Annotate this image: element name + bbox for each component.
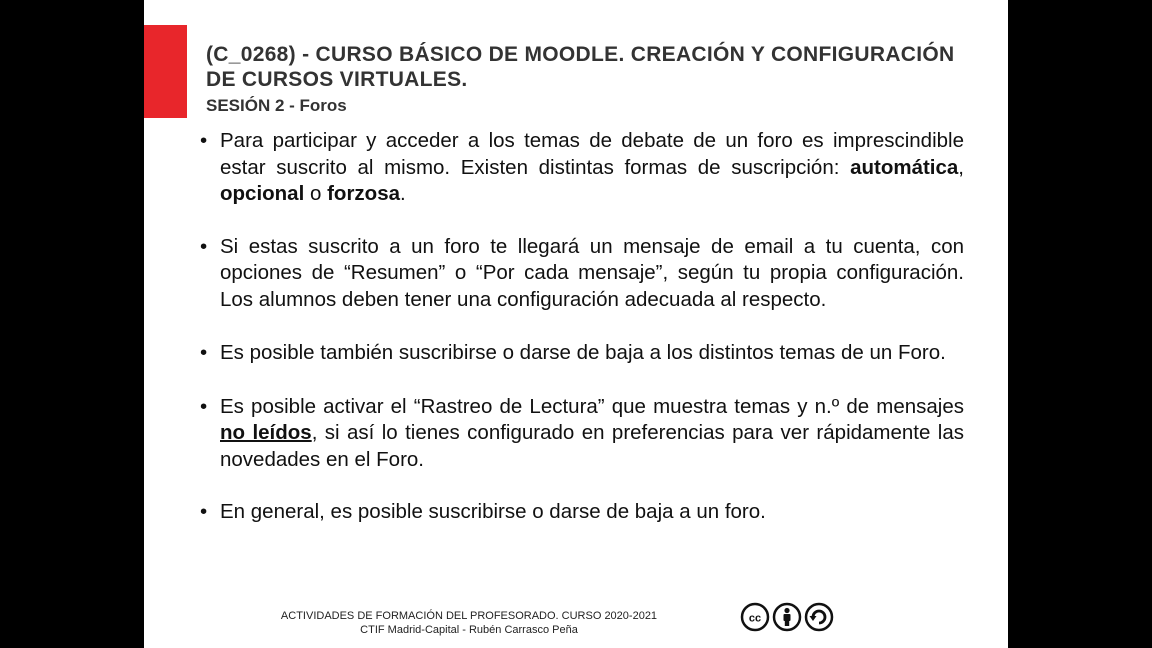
footer-line-2: CTIF Madrid-Capital - Rubén Carrasco Peña [360, 624, 578, 636]
term-optional: opcional [220, 182, 305, 205]
bullet-list [200, 128, 964, 526]
attribution-icon [772, 602, 802, 632]
bullet-text: Es posible también suscribirse o darse de baja a los distintos temas de un Foro. [220, 341, 946, 364]
slide-subtitle: SESIÓN 2 - Foros [206, 96, 347, 115]
footer [244, 609, 694, 637]
bullet-topic-subscription [200, 340, 964, 367]
bullet-email-notification: • Si estas suscrito a un foro te llegará un mensaje de email a tu cuenta, con opciones de “Resumen” o “Por cada mensaje”, según tu propia configuración. Los alumnos deben tener una configuración adecuada al respecto. [200, 234, 964, 314]
share-alike-icon [804, 602, 834, 632]
cc-icon [740, 602, 770, 632]
cc-icon-text: cc [748, 612, 762, 625]
slide [144, 0, 1008, 648]
separator: o [304, 182, 328, 205]
separator: , [958, 155, 964, 179]
accent-bar [144, 25, 187, 118]
bullet-subscription-required [200, 128, 964, 208]
bullet-text: Es posible activar el “Rastreo de Lectura” que muestra temas y n.º de mensajes [220, 394, 964, 418]
bullet-general-subscription: • En general, es posible suscribirse o darse de baja a un foro. [200, 499, 964, 526]
slide-title: (C_0268) - CURSO BÁSICO DE MOODLE. CREACIÓN Y CONFIGURACIÓN DE CURSOS VIRTUALES. [206, 43, 955, 91]
bullet-read-tracking [200, 394, 964, 474]
term-unread: no leídos [220, 421, 312, 444]
license-badge [740, 602, 834, 632]
term-forced: forzosa [327, 182, 400, 205]
bullet-text: Para participar y acceder a los temas de debate de un foro es imprescindible estar suscrito al mismo. Existen distintas formas de suscripción: [220, 129, 964, 179]
bullet-text: , si así lo tienes configurado en preferencias para ver rápidamente las novedades en el Foro. [220, 421, 964, 471]
term-automatic: automática [850, 155, 959, 179]
separator: . [400, 182, 406, 205]
footer-line-1: ACTIVIDADES DE FORMACIÓN DEL PROFESORADO. CURSO 2020-2021 [280, 610, 658, 622]
